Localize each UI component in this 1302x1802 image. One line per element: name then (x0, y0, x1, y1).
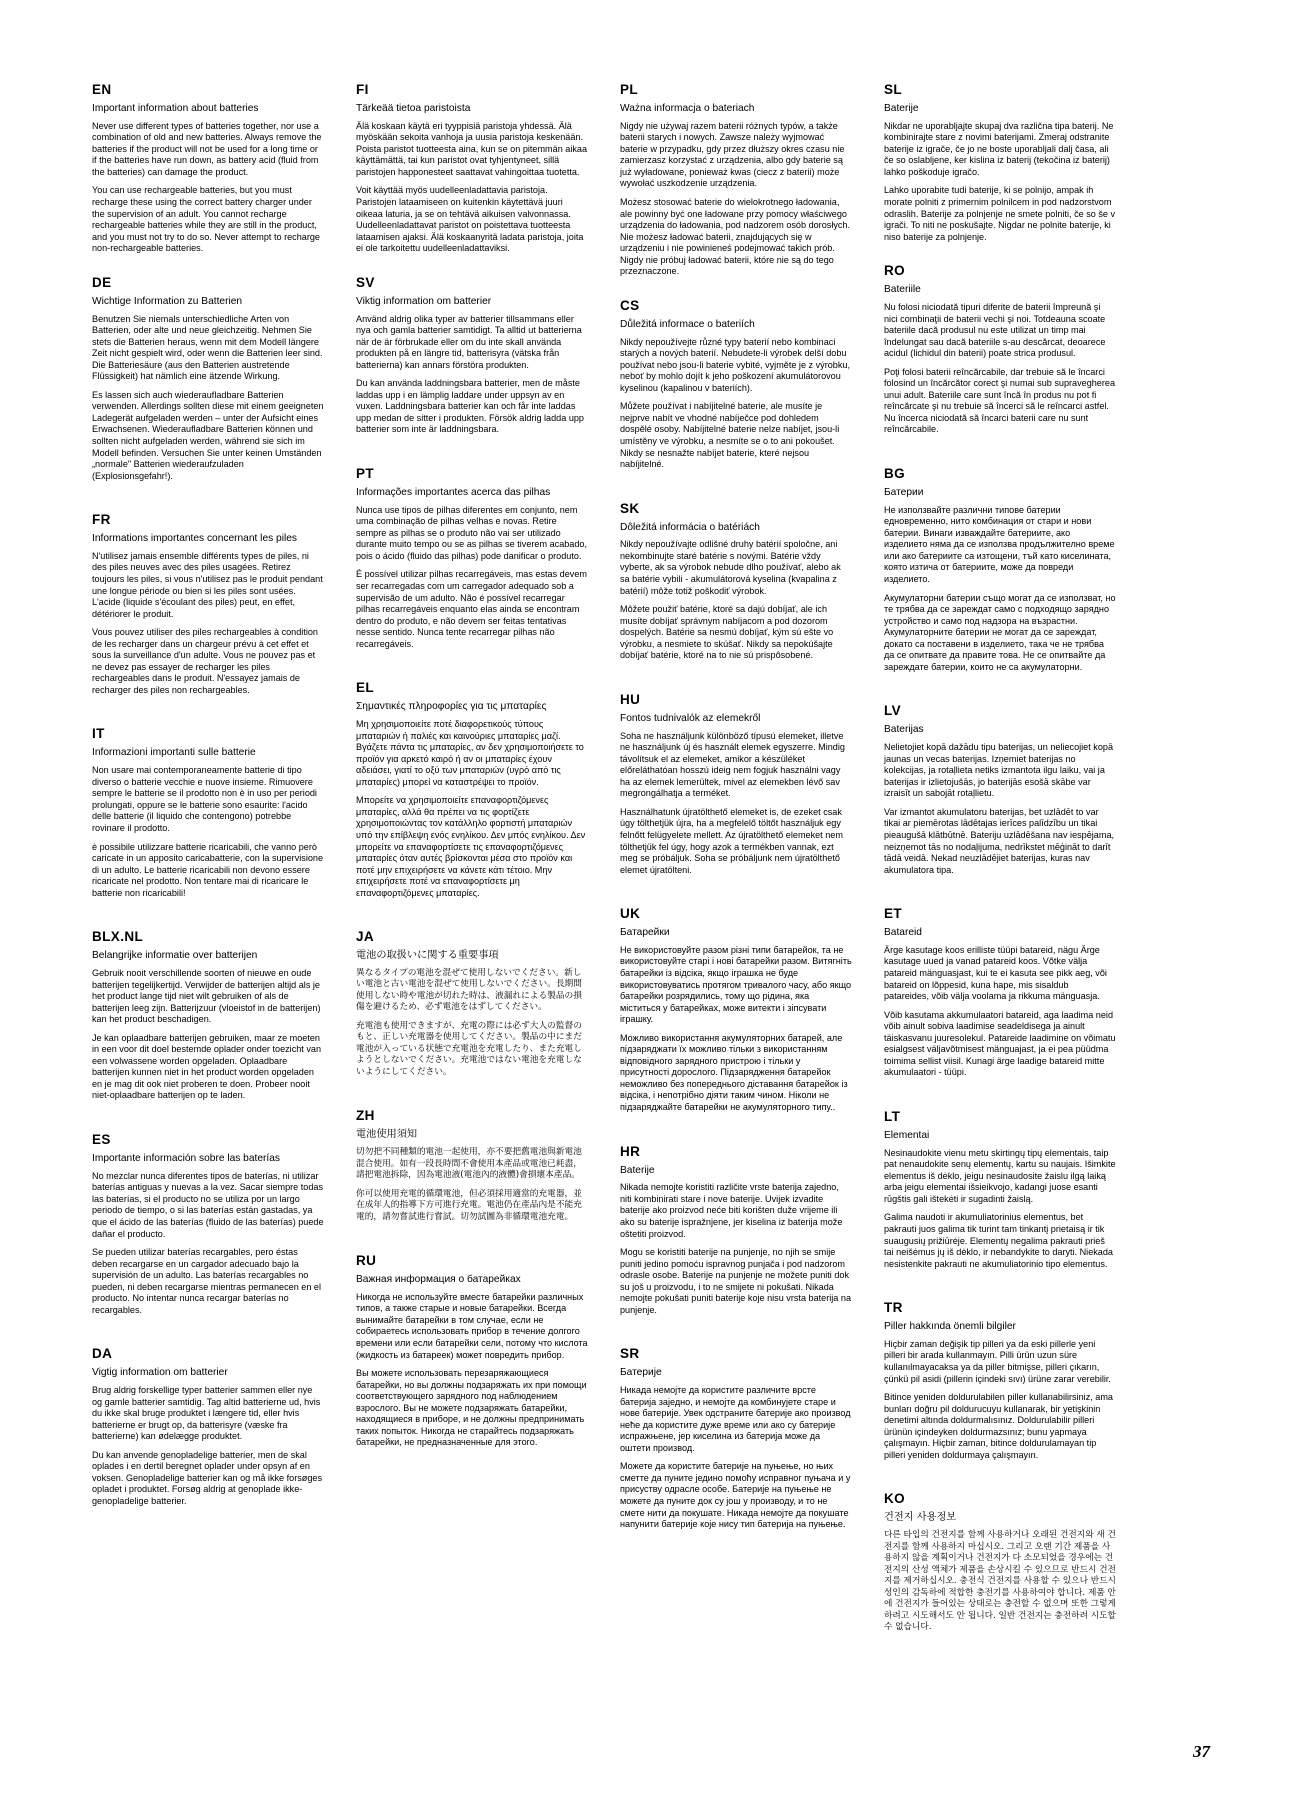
section-sr (620, 1346, 852, 1530)
language-code: SK (620, 500, 640, 516)
paragraph: Nikada nemojte koristiti različite vrste baterija zajedno, niti kombinirati stare i nove baterije. Uvijek izvadite baterije ako proizvod neće biti korišten duže vrijeme ili ako su baterije ispražnjene, jer kiselina iz baterija može oštetiti proizvod. (620, 1182, 843, 1239)
paragraph: Je kan oplaadbare batterijen gebruiken, maar ze moeten in een voor dit doel bestemde oplader onder toezicht van een volwassene worden opgeladen. Oplaadbare batterijen kunnen niet in het product worden opgeladen en je mag dit ook niet proberen te doen. Probeer nooit niet-oplaadbare batterijen op te laden. (92, 1032, 322, 1101)
language-code: RU (356, 1253, 377, 1269)
section-body (884, 1530, 1116, 1633)
language-code: SV (356, 274, 375, 290)
section-title: Bateriile (884, 284, 921, 296)
language-code: PL (620, 82, 639, 97)
language-code: DA (92, 1346, 113, 1362)
paragraph: Lahko uporabite tudi baterije, ki se polnijo, ampak ih morate polniti z primernim polnilcem in pod nadzorstvom odraslih. Baterije za polnjenje ne smete polniti, če so še v igrači. To niti ne poskušajte. Nigdar ne polnite baterije, ki niso baterije za polnjenje. (884, 185, 1116, 242)
language-code: RO (884, 263, 906, 279)
section-body (620, 731, 852, 877)
section-title: Baterijas (884, 724, 924, 736)
section-body (92, 551, 324, 697)
section-tr (884, 1300, 1116, 1461)
paragraph: Du kan anvende genopladelige batterier, men de skal oplades i en dertil beregnet oplader under opsyn af en voksen. Genopladelige batterier kan og må ikke forsøges opladet i produktet. Forsøg aldrig at genoplade ikke-genopladelige batterier. (92, 1449, 322, 1506)
section-title: Ważna informacja o bateriach (620, 103, 755, 114)
paragraph: Galima naudoti ir akumuliatorinius elementus, bet pakrauti juos galima tik turint tam tinkantį prietaisą ir tik suaugusių prižiūrėje. Elementų negalima pakrauti prieš tai neišėmus jų iš dėklo, ir nebandykite to daryti. Niekada nesistenkite pakrauti ne akumuliatorinio tipo elementus. (884, 1212, 1113, 1269)
section-title: Важная информация о батарейках (356, 1274, 521, 1286)
section-hr (620, 1144, 852, 1317)
paragraph: Voit käyttää myös uudelleenladattavia paristoja. Paristojen lataamiseen on kuitenkin käytettävä juuri oikeaa laturia, ja se on tehtävä aikuisen valvonnassa. Uudelleenladattavat paristot on poistettava tuotteesta lataamisen ajaksi. Älä koskaanyritä ladata paristoja, joita ei ole tarkoitettu uudelleenladattaviksi. (356, 185, 584, 254)
section-body (620, 1385, 852, 1531)
section-title: Батарейки (620, 927, 670, 939)
section-title: Informações importantes acerca das pilhas (356, 486, 551, 498)
paragraph: N'utilisez jamais ensemble différents types de piles, ni des piles neuves avec des piles usagées. Retirez toujours les piles, si vous n'utilisez pas le produit pendant une longue période ou bien si les piles sont usées. L'acide (liquide s'écoulant des piles) peut, en effet, détériorer le produit. (92, 550, 323, 619)
paragraph: Акумулаторни батерии също могат да се използват, но те трябва да се зареждат само с подходящо зарядно устройство и само под надзора на възрастни. Акумулаторните батерии не могат да се зареждат, докато са поставени в изделието, така че не трябва да се опитвате да правите това. Не се опитвайте да зареждате батерии, които не са акумулаторни. (884, 592, 1116, 672)
section-body (356, 1147, 588, 1223)
paragraph: Μη χρησιμοποιείτε ποτέ διαφορετικούς τύπους μπαταριών ή παλιές και καινούριες μπαταρίες μαζί. Βγάζετε πάντα τις μπαταρίες, αν δεν χρησιμοποιήσετε το προϊόν για αρκετό καιρό ή αν οι μπαταρίες έχουν αδειάσει, γιατί το οξύ των μπαταριών (υγρό από τις μπαταρίες) μπορεί να καταστρέψει το προϊόν. (356, 719, 584, 787)
section-title: 電池使用須知 (356, 1129, 418, 1141)
section-title: Batareid (884, 927, 922, 939)
paragraph: Bitince yeniden doldurulabilen piller kullanabilirsiniz, ama bunları doğru pil doldurucuyu kullanarak, bir yetişkinin denetimi altında doldurmalısınız. Doldurulabilir pilleri ürünün içindeyken doldurmazsınız; bunu yapmaya çalışmayın. Hiçbir zaman, bitince doldurulamayan tip pilleri yeniden doldurmaya çalışmayın. (884, 1392, 1113, 1460)
paragraph: 異なるタイプの電池を混ぜて使用しないでください。新しい電池と古い電池を混ぜて使用しないでください。長期間使用しない時や電池が切れた時は、液漏れによる製品の損傷を避けるため、必ず電池をはずしてください。 (356, 968, 582, 1013)
paragraph: Nu folosi niciodată tipuri diferite de baterii împreună şi nici combinaţii de baterii vechi şi noi. Totdeauna scoate bateriile dacă produsul nu este utilizat un timp mai îndelungat sau dacă bateriile s-au descărcat, deoarece acidul (lichidul din baterii) poate strica produsul. (884, 301, 1106, 359)
section-et (884, 906, 1116, 1079)
section-title: Viktig information om batterier (356, 295, 492, 307)
paragraph: Никогда не используйте вместе батарейки различных типов, а также старые и новые батарейки. Всегда вынимайте батарейки в том случае, если не собираетесь использовать прибор в течение долгого времени или если батарейки сели, потому что кислота (жидкость из батареек) может повредить прибор. (356, 1291, 588, 1360)
section-body (884, 121, 1116, 243)
language-code: IT (92, 726, 105, 742)
section-title: Elementai (884, 1129, 930, 1141)
paragraph: Használhatunk újratölthető elemeket is, de ezeket csak úgy tölthetjük újra, ha a megfelelő töltőt használjuk egy felnőtt felügyelete mellett. Az újratölthető elemeket nem tölthetjük fel úgy, hogy azok a termékben vannak, ezt meg se próbáljuk. Soha se próbáljunk nem újratölthető elemet újratölteni. (620, 806, 843, 875)
paragraph: Вы можете использовать перезаряжающиеся батарейки, но вы должны подзаряжать их при помощи соответствующего зарядного под наблюдением взрослого. Вы не можете подзаряжать батарейки, находящиеся в приборе, и не должны предпринимать таких попыток. Никогда не старайтесь подзаряжать батарейки, не предназначенные для этого. (356, 1368, 587, 1448)
section-uk (620, 906, 852, 1113)
paragraph: Es lassen sich auch wiederaufladbare Batterien verwenden. Allerdings sollten diese mit einem geeigneten Ladegerät aufgeladen werden – unter der Aufsicht eines Erwachsenen. Wiederaufladbare Batterien können und sollten nicht aufgeladen werden, während sie sich im Modell befinden. Versuchen Sie unter keinen Umständen „normale" Batterien wiederaufzuladen (Explosionsgefahr!). (92, 389, 324, 481)
section-lv (884, 703, 1116, 876)
language-columns (92, 82, 1210, 1682)
paragraph: Vous pouvez utiliser des piles rechargeables à condition de les recharger dans un chargeur prévu à cet effet et sous la surveillance d'un adulte. Vous ne pouvez pas et ne devez pas essayer de recharger les piles rechargeables dans le produit. N'essayez jamais de recharger des piles non rechargeables. (92, 627, 318, 695)
paragraph: Możesz stosować baterie do wielokrotnego ładowania, ale powinny być one ładowane przy pomocy właściwego urządzenia do ładowania, pod nadzorem osób dorosłych. Nie możesz ładować baterii, znajdujących się w urządzeniu i nie powinieneś podejmować takich prób. Nigdy nie próbuj ładować baterii, które nie są do tego przeznaczone. (620, 197, 851, 277)
section-body (356, 719, 588, 899)
section-title: Батерије (620, 1367, 662, 1379)
language-code: SR (620, 1346, 640, 1362)
section-sv (356, 275, 588, 436)
language-code: BLX.NL (92, 929, 144, 945)
section-ru (356, 1253, 588, 1449)
paragraph: Soha ne használjunk különböző típusú elemeket, illetve ne használjunk új és használt elemek egyszerre. Mindig távolítsuk el az elemeket, amikor a készüléket előreláthatóan hosszú ideig nem fogjuk használni vagy ha az elemek lemerültek, mivel az elemekben lévő sav megrongálhatja a terméket. (620, 730, 845, 799)
section-body (356, 968, 588, 1078)
language-code: HR (620, 1143, 641, 1159)
section-it (92, 726, 324, 899)
paragraph: Gebruik nooit verschillende soorten of nieuwe en oude batterijen tegelijkertijd. Verwijder de batterijen altijd als je het product lange tijd niet wilt gebruiken of als de batterijen leeg zijn. Batterijzuur (vloeistof in de batterijen) kan het product beschadigen. (92, 968, 321, 1025)
section-body (884, 945, 1116, 1079)
section-en (92, 82, 324, 255)
column-2 (356, 82, 588, 1682)
paragraph: É possível utilizar pilhas recarregáveis, mas estas devem ser recarregadas com um carregador adequado sob a supervisão de um adulto. Não é possível recarregar pilhas recarregáveis enquanto elas ainda se encontram dentro do produto, e não devem ser feitas tentativas nesse sentido. Nunca tente recarregar pilhas não recarregáveis. (356, 569, 587, 649)
section-body (92, 1171, 324, 1317)
paragraph: Älä koskaan käytä eri tyyppisiä paristoja yhdessä. Älä myöskään sekoita vanhoja ja uusia paristoja keskenään. Poista paristot tuotteesta aina, kun se on pitemmän aikaa käyttämättä, tai kun paristot ovat tyhjentyneet, sillä paristojen happonesteet saattavat vahingoittaa tuotetta. (356, 120, 588, 177)
section-hu (620, 692, 852, 876)
paragraph: Ärge kasutage koos erilliste tüüpi batareid, nägu Ärge kasutage uued ja vanad patareid koos. Võtke välja patareid mänguasjast, kui te ei kasuta see pikk aeg, või batareid on lõppesid, kuna hape, mis sisaldub patareides, võib välja voolama ja rikkuma mänguasja. (884, 944, 1107, 1002)
section-da (92, 1346, 324, 1507)
paragraph: Můžete používat i nabíjitelné baterie, ale musíte je nejprve nabít ve vhodné nabíječce pod dohledem dospělé osoby. Nabíjitelné baterie nelze nabíjet, jsou-li umístěny ve výrobku, a nesmíte se o to ani pokoušet. Nikdy se nesnažte nabíjet baterie, které nejsou nabíjitelné. (620, 401, 840, 470)
paragraph: Nelietojiet kopā dažādu tipu baterijas, un neliecojiet kopā jaunas un vecas baterijas. Izņemiet baterijas no kolekcijas, ja rotaļlieta netiks izmantota ilgu laiku, vai ja baterijas ir izlietojušās, jo baterijās esošā skābe var izraisīt un sabojāt rotaļlietu. (884, 742, 1114, 799)
page-number: 37 (1193, 1742, 1210, 1761)
section-ko (884, 1491, 1116, 1633)
paragraph: 다른 타입의 건전지를 함께 사용하거나 오래된 건전지와 새 건전지를 함께 사용하지 마십시오. 그리고 오랜 기간 제품을 사용하지 않을 계획이거나 건전지가 다 소모되었을 경우에는 건전지의 산성 액체가 제품을 손상시킬 수 있으므로 반드시 건전지를 제거하십시오. 충전식 건전지를 사용할 수 있으나 반드시 성인의 감독하에 적합한 충전기를 사용하여야 합니다. 제품 안에 건전지가 들어있는 상태로는 충전할 수 없으며 또한 그렇게 하려고 시도해서도 안 됩니다. 일반 건전지는 충전하려 시도할 수 없습니다. (884, 1530, 1116, 1632)
section-sl (884, 82, 1116, 243)
language-code: EL (356, 680, 375, 696)
section-body (620, 337, 852, 471)
section-body (356, 505, 588, 651)
language-code: HU (620, 691, 641, 707)
paragraph: No mezclar nunca diferentes tipos de baterías, ni utilizar baterías antiguas y nuevas a la vez. Sacar siempre todas las baterías, si el producto no se utiliza por un largo periodo de tiempo, o si las baterías están gastadas, ya que el ácido de las baterías (fluido de las baterías) puede dañar el producto. (92, 1170, 324, 1239)
paragraph: Nunca use tipos de pilhas diferentes em conjunto, nem uma combinação de pilhas velhas e novas. Retire sempre as pilhas se o produto não vai ser utilizado durante muito tempo ou se as pilhas se tiverem acabado, pois o ácido (fluido das pilhas) pode danificar o produto. (356, 504, 588, 561)
language-code: DE (92, 274, 112, 290)
section-body (356, 1292, 588, 1449)
section-body (92, 314, 324, 483)
column-4 (884, 82, 1116, 1682)
section-title: Baterije (884, 103, 919, 114)
paragraph: 切勿把不同種類的電池一起使用，亦不要把舊電池與新電池混合使用。如有一段長時間不會使用本產品或電池已耗盡，請把電池拆除，因為電池液(電池內的液體)會損壞本產品。 (356, 1147, 582, 1181)
paragraph: Hiçbir zaman değişik tip pilleri ya da eski pillerle yeni pilleri bir arada kullanmayın. Pilli ürün uzun süre kullanılmayacaksa ya da piller bitmişse, pilleri çıkarın, çünkü pil asidi (pillerin içindeki sıvı) ürüne zarar verebilir. (884, 1338, 1111, 1384)
language-code: UK (620, 906, 641, 922)
paragraph: Nikdar ne uporabljajte skupaj dva različna tipa baterij. Ne kombinirajte stare z novimi baterijami. Zmeraj odstranite baterije iz igrače, če jo ne boste uporabljali dalj časa, ali če so oslabljene, ker kislina iz baterij (tekočina iz baterij) lahko poškoduje igračo. (884, 120, 1114, 177)
section-lt (884, 1109, 1116, 1270)
section-body (884, 742, 1116, 876)
section-body (884, 1148, 1116, 1270)
section-es (92, 1132, 324, 1316)
section-title: Belangrijke informatie over batterijen (92, 950, 258, 962)
language-code: ET (884, 906, 903, 922)
section-cs (620, 298, 852, 471)
language-code: LV (884, 703, 902, 719)
section-title: Important information about batteries (92, 103, 259, 114)
language-code: LT (884, 1108, 901, 1124)
section-title: Tärkeää tietoa paristoista (356, 103, 471, 114)
section-sk (620, 501, 852, 662)
column-1 (92, 82, 324, 1682)
section-title: Vigtig information om batterier (92, 1367, 228, 1379)
paragraph: 充電池も使用できますが、充電の際には必ず大人の監督のもと、正しい充電器を使用してください。製品の中にまだ電池が入っている状態で充電池を充電したり、また充電しようとしないでください。充電池ではない電池を充電しないようにしてください。 (356, 1020, 582, 1077)
section-body (620, 1182, 852, 1316)
language-code: EN (92, 82, 112, 97)
paragraph: Du kan använda laddningsbara batterier, men de måste laddas upp i en lämplig laddare under uppsyn av en vuxen. Laddningsbara batterier kan och får inte laddas upp medan de sitter i produkten. Försök aldrig ladda upp batterier som inte är laddningsbara. (356, 378, 584, 435)
section-ja (356, 929, 588, 1078)
paragraph: Never use different types of batteries together, nor use a combination of old and new batteries. Always remove the batteries if the product will not be used for a long time or if the batteries have run down, as battery acid (fluid from the batteries) can damage the product. (92, 120, 322, 177)
section-title: 電池の取扱いに関する重要事項 (356, 950, 499, 962)
section-title: Baterije (620, 1164, 655, 1176)
paragraph: Nikdy nepoužívajte odlišné druhy batérií spoločne, ani nekombinujte staré batérie s novými. Batérie vždy vyberte, ak sa výrobok nebude dlho používať, alebo ak sa batérie vybili - akumulátorová kyselina (kvapalina z batérií) môže totiž poškodiť výrobok. (620, 539, 841, 596)
section-body (620, 539, 852, 661)
section-title: Informations importantes concernant les piles (92, 533, 297, 545)
paragraph: Не використовуйте разом різні типи батарейок, та не використовуйте старі і нові батарейки разом. Витягніть батарейки із відсіка, якщо іграшка не буде використовуватись протягом тривалого часу, або якщо батарейки розрядились, тому що рідина, яка міститься у батарейках, може витекти і зіпсувати іграшку. (620, 944, 852, 1025)
section-body (620, 945, 852, 1114)
section-bg (884, 466, 1116, 673)
language-code: SL (884, 82, 903, 97)
language-code: FR (92, 512, 111, 528)
paragraph: Môžete použiť batérie, ktoré sa dajú dobíjať, ale ich musíte dobíjať správnym nabíjacom a pod dozorom dospelých. Batérie sa nesmú dobíjať, kým sú ešte vo výrobku, a nesmiete to skúšať. Nikdy sa nepokúšajte dobíjať batérie, ktoré na to nie sú prispôsobené. (620, 604, 834, 661)
section-title: Informazioni importanti sulle batterie (92, 747, 256, 759)
paragraph: Benutzen Sie niemals unterschiedliche Arten von Batterien, oder alte und neue gleichzeitig. Nehmen Sie stets die Batterien heraus, wenn mit dem Modell längere Zeit nicht gespielt wird, oder wenn die Batterien leer sind. Die Batteriesäure (aus den Batterien austretende Flüssigkeit) hat nämlich eine ätzende Wirkung. (92, 313, 323, 382)
paragraph: Nesinaudokite vienu metu skirtingų tipų elementais, taip pat nenaudokite senų elementų, kartu su naujais. Išimkite elementus iš dėklo, jeigu nesinaudosite žaislu ilgą laiką arba jeigu elementai išsieikvojo, kadangi juose esanti rūgštis gali ištekėti ir sugadinti žaislą. (884, 1147, 1116, 1204)
paragraph: You can use rechargeable batteries, but you must recharge these using the correct battery charger under the supervision of an adult. You cannot recharge rechargeable batteries while they are still in the product, and you must not try to do so. Never attempt to recharge non-rechargeable batteries. (92, 185, 320, 254)
paragraph: Mogu se koristiti baterije na punjenje, no njih se smije puniti jedino pomoću ispravnog punjača i pod nadzorom odrasle osobe. Baterije na punjenje ne možete puniti dok su još u proizvodu, i to ne smijete ni pokušati. Nikada nemojte pokušati puniti baterije koje nisu vrsta baterija na punjenje. (620, 1247, 852, 1315)
section-title: Důležitá informace o bateriích (620, 318, 755, 330)
language-code: FI (356, 82, 369, 97)
section-body (92, 968, 324, 1102)
section-blxnl (92, 929, 324, 1102)
section-body (620, 121, 852, 278)
section-body (884, 1339, 1116, 1461)
paragraph: Se pueden utilizar baterías recargables, pero éstas deben recargarse en un cargador adecuado bajo la supervisión de un adulto. Las baterías recargables no pueden, ni deben recargarse mientras permanecen en el producto. No intentar nunca recargar baterías no recargables. (92, 1247, 322, 1315)
section-title: Dôležitá informácia o batériách (620, 521, 760, 533)
language-code: JA (356, 929, 375, 945)
paragraph: Не използвайте различни типове батерии едновременно, нито комбинация от стари и нови батерии. Винаги изваждайте батериите, ако изделието няма да се използва продължително време или ако батериите са изтощени, тъй като киселината, която изтича от батериите, може да повреди изделието. (884, 504, 1115, 585)
paragraph: Non usare mai contemporaneamente batterie di tipo diverso o batterie vecchie e nuove insieme. Rimuovere sempre le batterie se il prodotto non è in uso per periodi prolungati, oppure se le batterie sono esaurite: l'acido delle batterie (il liquido che contengono) potrebbe rovinare il prodotto. (92, 765, 317, 833)
paragraph: Nigdy nie używaj razem baterii różnych typów, a także baterii starych i nowych. Zawsze należy wyjmować baterie w przypadku, gdy przez dłuższy okres czasu nie zamierzasz korzystać z urządzenia, albo gdy baterie są już wyładowane, ponieważ kwas (ciecz z baterii) może wywołać uszkodzenie urządzenia. (620, 120, 845, 189)
paragraph: Можливо використання акумуляторних батарей, але підзаряджати їх можливо тільки з використанням відповідного зарядного пристрою і тільки у присутності дорослого. Підзарядження батарейок неможливо без попереднього діставання батарейок із відсіка, і непотрібно діяти таким чином. Ніколи не підзаряджайте батарейки не акумуляторного типу.. (620, 1032, 848, 1113)
language-code: CS (620, 297, 640, 313)
paragraph: Μπορείτε να χρησιμοποιείτε επαναφορτιζόμενες μπαταρίες, αλλά θα πρέπει να τις φορτίζετε χρησιμοποιώντας τον κατάλληλο φορτιστή μπαταριών υπό την επίβλεψη ενός ενηλίκου. Δεν μπός ενηλίκου. Δεν μπορείτε να επαναφορτίσετε τις επαναφορτιζόμενες μπαταρίες όταν αυτές βρίσκονται μέσα στο προϊόν και ποτέ μην επιχειρήσετε να κάνετε κάτι τέτοιο. Μην επιχειρήσετε ποτέ να επαναφορτίσετε μη επαναφορτιζόμενες μπαταρίες. (356, 795, 586, 898)
language-code: PT (356, 465, 375, 481)
language-code: TR (884, 1300, 903, 1316)
paragraph: Võib kasutama akkumulaatori batareid, aga laadima neid võib ainult sobiva laadimise seadeldisega ja ainult täiskasvanu juuresolekul. Patareide laadimine on võimatu esialgsest väljavõtmisest mänguajast, ja ei pea püüdma toimima sellist viisil. Kunagi ärge laadige batareid mitte akumulaatori - tüüpi. (884, 1009, 1116, 1078)
section-title: Fontos tudnivalók az elemekről (620, 712, 761, 724)
section-title: 건전지 사용정보 (884, 1512, 957, 1524)
section-zh (356, 1108, 588, 1223)
section-title: Piller hakkında önemli bilgiler (884, 1321, 1016, 1333)
paragraph: 你可以使用充電的循環電池，但必須採用適當的充電器，並在成年人的指導下方可進行充電。電池仍在產品內是不能充電的，請勿嘗試進行嘗試。切勿試圖為非循環電池充電。 (356, 1188, 582, 1222)
language-code: ES (92, 1132, 111, 1148)
paragraph: è possibile utilizzare batterie ricaricabili, che vanno però caricate in un apposito caricabatterie, con la supervisione di un adulto. Le batterie ricaricabili non devono essere ricaricate nel prodotto. Non tentare mai di ricaricare le batterie non ricaricabili! (92, 841, 324, 898)
paragraph: Var izmantot akumulatoru baterijas, bet uzlādēt to var tikai ar piemērotas lādētajas ierīces palīdzību un tikai pieaugušā klātbūtnē. Bateriju uzlādēšana nav iespējama, neizņemot tās no nodaļijuma, nedrīkstet mēģināt to darīt tādā veidā. Nekad neuzlādējiet baterijas, kuras nav akumulatora tipa. (884, 806, 1115, 875)
section-ro (884, 263, 1116, 436)
language-code: KO (884, 1491, 906, 1507)
section-pt (356, 466, 588, 650)
section-pl (620, 82, 852, 278)
paragraph: Никада немојте да користите различите врсте батерија заједно, и немојте да комбинујете старе и нове батерије. Увек одстраните батерије ако производ неће да користите дуже време или ако су батерије испражњене, јер киселина из батерија може да оштети производ. (620, 1385, 851, 1453)
section-body (356, 314, 588, 436)
paragraph: Nikdy nepoužívejte různé typy baterií nebo kombinaci starých a nových baterií. Nebudete-li výrobek delší dobu používat nebo jsou-li baterie vybité, vyjměte je z výrobku, neboť by mohlo dojít k jeho poškození akumulátorovou kyselinou (kapalinou v bateriích). (620, 336, 850, 393)
section-body (92, 121, 324, 255)
section-body (356, 121, 588, 255)
section-title: Wichtige Information zu Batterien (92, 295, 243, 307)
section-title: Σημαντικές πληροφορίες για τις μπαταρίες (356, 701, 547, 713)
section-body (884, 505, 1116, 674)
column-3 (620, 82, 852, 1682)
paragraph: Poţi folosi baterii reîncărcabile, dar trebuie să le încarci folosind un încărcător corect şi numai sub supravegherea unui adult. Bateriile care sunt încă în produs nu pot fi reîncărcate şi nu trebuie să încerci să le reîncarci astfel. Nu încerca niciodată să încarci baterii care nu sunt reîncărcabile. (884, 366, 1116, 435)
section-body (884, 302, 1116, 436)
section-body (92, 765, 324, 899)
paragraph: Можете да користите батерије на пуњење, но њих сметте да пуните једино помоћу исправног пуњача и у присуству одрасле особе. Батерије на пуњење не можете да пуните док су још у производу, и то не смете нити да покушате. Никада немојте да покушате напунити батерије које нису тип батерија на пуњење. (620, 1461, 851, 1530)
section-de (92, 275, 324, 482)
paragraph: Använd aldrig olika typer av batterier tillsammans eller nya och gamla batterier samtidigt. Ta alltid ut batterierna när de är förbrukade eller om du inte skall använda produkten på en längre tid, batterisyra (vätska från batterierna) kan annars förstöra produkten. (356, 313, 582, 370)
section-title: Батерии (884, 486, 924, 498)
language-code: BG (884, 465, 906, 481)
language-code: ZH (356, 1108, 375, 1124)
section-fi (356, 82, 588, 255)
section-title: Importante información sobre las baterías (92, 1153, 280, 1165)
section-body (92, 1385, 324, 1507)
section-el (356, 680, 588, 899)
section-fr (92, 512, 324, 696)
paragraph: Brug aldrig forskellige typer batterier sammen eller nye og gamle batterier samtidig. Tag altid batterierne ud, hvis du ikke skal bruge produktet i længere tid, eller hvis batterierne er brugt op, da batterisyre (væske fra batterierne) kan ødelægge produktet. (92, 1385, 321, 1442)
